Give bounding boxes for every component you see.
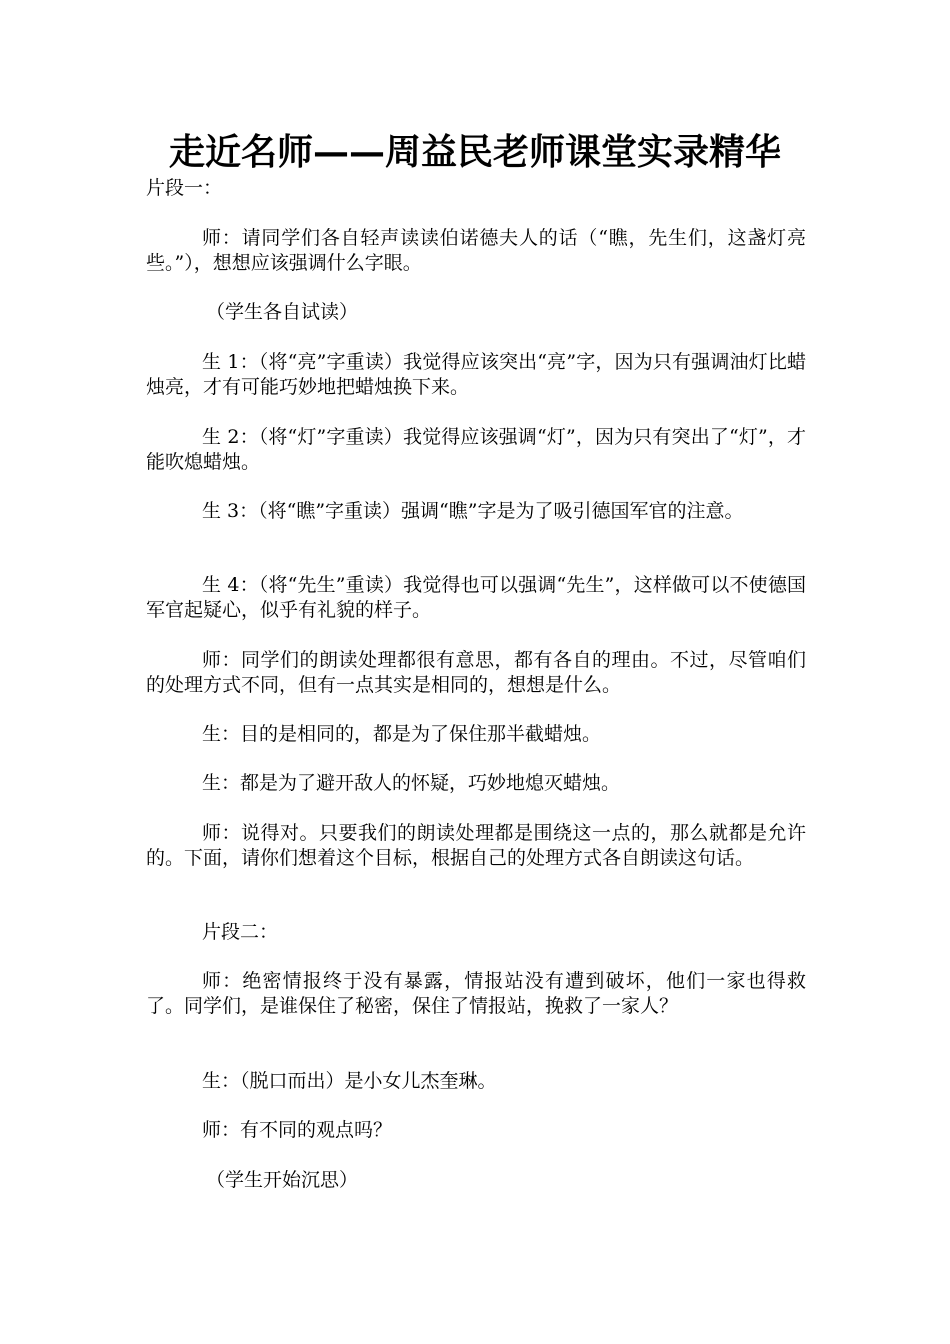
paragraph: 师：说得对。只要我们的朗读处理都是围绕这一点的，那么就都是允许的。下面，请你们想着这个目标，根据自己的处理方式各自朗读这句话。 (146, 822, 806, 869)
section-heading-2: 片段二： (202, 921, 279, 943)
section-heading-1: 片段一： (146, 177, 223, 199)
paragraph: 生 2：（将“灯”字重读）我觉得应该强调“灯”，因为只有突出了“灯”，才能吹熄蜡烛。 (146, 426, 806, 473)
paragraph: 生 3：（将“瞧”字重读）强调“瞧”字是为了吸引德国军官的注意。 (202, 500, 744, 522)
paragraph: 师：绝密情报终于没有暴露，情报站没有遭到破坏，他们一家也得救了。同学们，是谁保住了秘密，保住了情报站，挽救了一家人？ (146, 970, 806, 1017)
paragraph: 生：目的是相同的，都是为了保住那半截蜡烛。 (202, 723, 602, 745)
paragraph: 师：同学们的朗读处理都很有意思，都有各自的理由。不过，尽管咱们的处理方式不同，但有一点其实是相同的，想想是什么。 (146, 649, 806, 696)
paragraph: 生：都是为了避开敌人的怀疑，巧妙地熄灭蜡烛。 (202, 772, 621, 794)
paragraph: 师：有不同的观点吗？ (202, 1119, 393, 1141)
paragraph: 生：（脱口而出）是小女儿杰奎琳。 (202, 1070, 497, 1092)
paragraph: 生 1：（将“亮”字重读）我觉得应该突出“亮”字，因为只有强调油灯比蜡烛亮，才有可能巧妙地把蜡烛换下来。 (146, 351, 806, 398)
paragraph: 师：请同学们各自轻声读读伯诺德夫人的话（“瞧，先生们，这盏灯亮些。”），想想应该强调什么字眼。 (146, 227, 806, 274)
paragraph: （学生各自试读） (206, 301, 359, 323)
document-title: 走近名师——周益民老师课堂实录精华 (168, 131, 781, 173)
paragraph: 生 4：（将“先生”重读）我觉得也可以强调“先生”，这样做可以不使德国军官起疑心，似乎有礼貌的样子。 (146, 574, 806, 621)
paragraph: （学生开始沉思） (206, 1169, 359, 1191)
